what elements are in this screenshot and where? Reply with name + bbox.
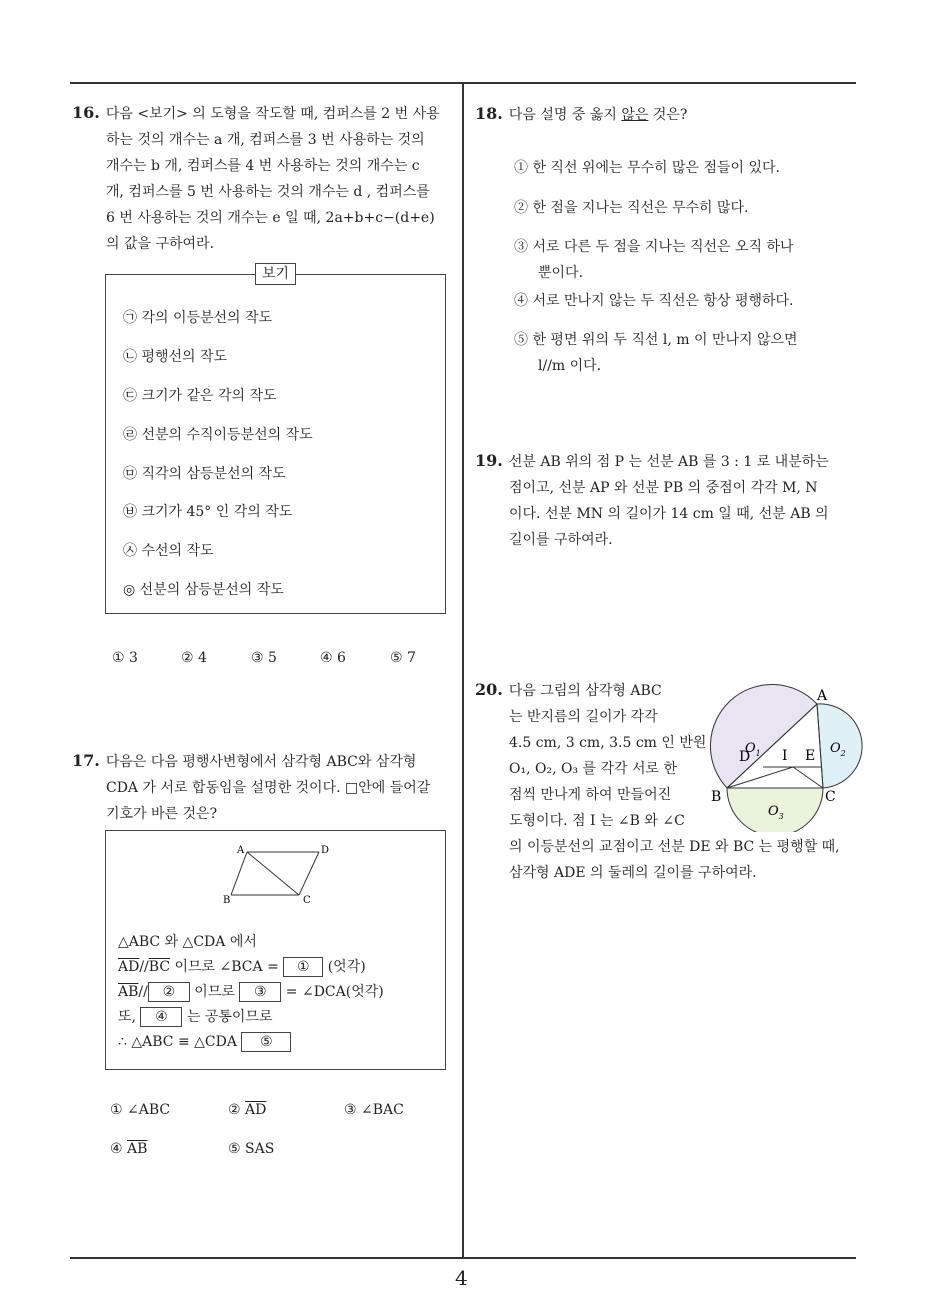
choice-number: ③ (344, 1102, 357, 1118)
answer-choice[interactable]: ② 4 (181, 650, 207, 666)
segment-AD: $\overline{AD}$ (118, 959, 140, 975)
q20-line: 는 반지름의 길이가 각각 (509, 709, 658, 725)
label-O3: $O_3$ (768, 804, 784, 821)
answer-choice[interactable] (228, 1102, 266, 1118)
example-item: ◎ 선분의 삼등분선의 작도 (123, 582, 284, 598)
answer-choice[interactable]: ③ 5 (251, 650, 277, 666)
q17-line: 다음은 다음 평행사변형에서 삼각형 ABC와 삼각형 (105, 754, 417, 770)
example-item: ㉠ 각의 이등분선의 작도 (123, 310, 273, 326)
choice-number: ② (228, 1102, 241, 1118)
label-D: D (321, 845, 330, 856)
proof-line-4 (118, 1005, 384, 1030)
question-number: 18. (475, 104, 503, 123)
proof-text-part: 또, (118, 1009, 141, 1025)
q16-line: 개, 컴퍼스를 5 번 사용하는 것의 개수는 d , 컴퍼스를 (106, 184, 430, 200)
page-number: 4 (455, 1266, 468, 1290)
answer-choice[interactable] (110, 1141, 147, 1157)
answer-choice-continued: 뿐이다. (538, 265, 584, 281)
q17-line: CDA 가 서로 합동임을 설명한 것이다. □안에 들어갈 (106, 780, 431, 796)
bisector-C (793, 767, 823, 788)
example-item: ㉢ 크기가 같은 각의 작도 (123, 388, 277, 404)
answer-choice[interactable]: ③ 서로 다른 두 점을 지나는 직선은 오직 하나 (514, 239, 794, 255)
example-item: ㉤ 직각의 삼등분선의 작도 (123, 466, 286, 482)
q19-line: 선분 AB 위의 점 P 는 선분 AB 를 3 : 1 로 내분하는 (508, 454, 829, 470)
blank-box: ④ (140, 1007, 182, 1027)
q20-line: 다음 그림의 삼각형 ABC (508, 683, 662, 699)
proof-text-part: 이므로 (189, 984, 240, 1000)
parallel-sign: // (139, 959, 149, 975)
q20-line: 점씩 만나게 하여 만들어진 (509, 787, 672, 803)
choice-text: $\overline{AB}$ (127, 1141, 148, 1157)
answer-choice[interactable] (228, 1141, 274, 1157)
answer-choice[interactable]: ① 3 (112, 650, 138, 666)
choice-number: ⑤ (228, 1141, 241, 1157)
label-O2: $O_2$ (830, 741, 846, 758)
choice-number: ① (110, 1102, 123, 1118)
side-BA (231, 852, 247, 895)
q18-stem: 다음 설명 중 옳지 (508, 107, 622, 123)
choice-text: SAS (245, 1141, 275, 1157)
answer-choice[interactable]: ⑤ 한 평면 위의 두 직선 l, m 이 만나지 않으면 (514, 332, 798, 348)
choice-text: $\overline{AD}$ (245, 1102, 267, 1118)
blank-box: ② (148, 982, 190, 1002)
proof-line-1: △ABC 와 △CDA 에서 (118, 934, 257, 950)
example-box-label: 보기 (255, 263, 296, 285)
segment-AB: $\overline{AB}$ (118, 984, 139, 1000)
label-I: I (782, 748, 788, 764)
bottom-rule (70, 1257, 856, 1259)
proof-text-part: 는 공통이므로 (182, 1009, 273, 1025)
proof-text (118, 930, 384, 1055)
answer-choice[interactable]: ⑤ 7 (390, 650, 416, 666)
parallel-sign: // (138, 984, 148, 1000)
answer-choice[interactable]: ② 한 점을 지나는 직선은 무수히 많다. (514, 200, 749, 216)
answer-choice[interactable] (344, 1102, 404, 1118)
question-number: 19. (475, 451, 503, 470)
label-C: C (825, 789, 836, 805)
q20-line: O₁, O₂, O₃ 를 각각 서로 한 (509, 761, 678, 777)
label-A: A (237, 845, 245, 856)
proof-line-3 (118, 980, 384, 1005)
label-B: B (223, 895, 231, 906)
question-number: 17. (72, 751, 100, 770)
q16-line: 의 값을 구하여라. (106, 236, 215, 252)
proof-line-5 (118, 1030, 384, 1055)
blank-box: ⑤ (241, 1032, 291, 1052)
segment-BC: $\overline{BC}$ (148, 959, 171, 975)
label-A: A (817, 688, 828, 704)
choice-text: ∠ABC (127, 1102, 171, 1118)
q19-line: 이다. 선분 MN 의 길이가 14 cm 일 때, 선분 AB 의 (509, 506, 829, 522)
q16-line: 개수는 b 개, 컴퍼스를 4 번 사용하는 것의 개수는 c (106, 158, 420, 174)
label-B: B (711, 789, 722, 805)
label-D: D (739, 749, 751, 765)
question-17 (72, 748, 457, 827)
blank-box: ① (283, 957, 323, 977)
answer-choice[interactable]: ④ 서로 만나지 않는 두 직선은 항상 평행하다. (514, 293, 794, 309)
semicircle-triangle-figure (705, 682, 865, 832)
proof-text-part: ∴ △ABC ≡ △CDA (118, 1034, 242, 1050)
q16-line: 다음 <보기> 의 도형을 작도할 때, 컴퍼스를 2 번 사용 (105, 106, 440, 122)
choice-text: ∠BAC (361, 1102, 404, 1118)
diagonal-AC (247, 852, 299, 895)
example-item: ㉥ 크기가 45° 인 각의 작도 (123, 504, 293, 520)
example-item: ㉡ 평행선의 작도 (123, 349, 228, 365)
parallelogram-figure (215, 840, 335, 910)
q17-line: 기호가 바른 것은? (106, 806, 218, 822)
q16-line: 하는 것의 개수는 a 개, 컴퍼스를 3 번 사용하는 것의 (106, 132, 425, 148)
q20-line: 도형이다. 점 I 는 ∠B 와 ∠C (509, 813, 685, 829)
answer-choice-continued: l//m 이다. (538, 358, 602, 374)
proof-text-part: (엇각) (323, 959, 366, 975)
q20-line: 4.5 cm, 3 cm, 3.5 cm 인 반원 (509, 735, 707, 751)
example-item: ㉦ 수선의 작도 (123, 543, 214, 559)
answer-choice[interactable]: ① 한 직선 위에는 무수히 많은 점들이 있다. (514, 160, 780, 176)
q18-stem-underlined: 않은 (621, 107, 649, 123)
blank-box: ③ (239, 982, 281, 1002)
proof-text-part: 이므로 ∠BCA = (170, 959, 284, 975)
proof-text-part: = ∠DCA(엇각) (281, 984, 384, 1000)
q18-stem: 것은? (648, 107, 688, 123)
column-divider (462, 83, 464, 1258)
side-DC (299, 852, 319, 895)
question-number: 16. (72, 103, 100, 122)
example-item: ㉣ 선분의 수직이등분선의 작도 (123, 427, 313, 443)
label-O1: $O_1$ (745, 741, 761, 758)
question-18 (475, 101, 687, 128)
question-number: 20. (475, 680, 503, 699)
q19-line: 점이고, 선분 AP 와 선분 PB 의 중점이 각각 M, N (509, 480, 818, 496)
answer-choice[interactable]: ④ 6 (320, 650, 346, 666)
q16-line: 6 번 사용하는 것의 개수는 e 일 때, 2a+b+c−(d+e) (106, 210, 435, 226)
q20-line: 의 이등분선의 교점이고 선분 DE 와 BC 는 평행할 때, (509, 839, 840, 855)
q20-line: 삼각형 ADE 의 둘레의 길이를 구하여라. (509, 865, 757, 881)
q19-line: 길이를 구하여라. (509, 532, 613, 548)
choice-number: ④ (110, 1141, 123, 1157)
label-E: E (805, 748, 816, 764)
question-16 (72, 100, 457, 257)
answer-choice[interactable] (110, 1102, 170, 1118)
question-19 (475, 448, 860, 553)
label-C: C (303, 895, 311, 906)
proof-line-2 (118, 955, 384, 980)
